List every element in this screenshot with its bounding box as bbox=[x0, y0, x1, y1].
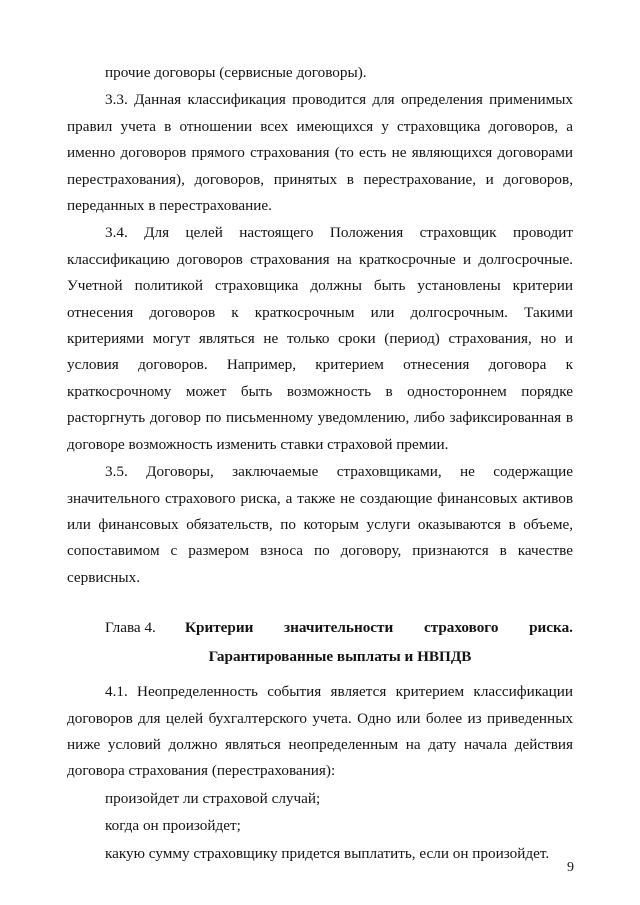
chapter-number: Глава 4. bbox=[105, 619, 156, 637]
paragraph-4-1: 4.1. Неопределенность события является критерием классификации договоров для целей бухгалтерского учета. Одно или более из приведенных ниже условий должно являться неопределенным на дату начала действия договора страхования (перестрахования): bbox=[67, 683, 573, 780]
list-item-condition: когда он произойдет; bbox=[105, 817, 241, 835]
chapter-subtitle: Гарантированные выплаты и НВПДВ bbox=[208, 648, 472, 666]
page-number: 9 bbox=[567, 860, 574, 875]
chapter-title-word: значительности bbox=[284, 619, 394, 637]
paragraph-3-4: 3.4. Для целей настоящего Положения страховщик проводит классификацию договоров страхования на краткосрочные и долгосрочные. Учетной политикой страховщика должны быть установлены критерии отнесения договоров к краткосрочным или долгосрочным. Такими критериями могут являться не только сроки (период) страхования, но и условия договоров. Например, критерием отнесения договора к краткосрочному может быть возможность в одностороннем порядке расторгнуть договор по письменному уведомлению, либо зафиксированная в договоре возможность изменить ставки страховой премии. bbox=[67, 224, 573, 453]
chapter-title-row bbox=[67, 613, 573, 642]
list-item-condition: какую сумму страховщику придется выплатить, если он произойдет. bbox=[105, 844, 550, 862]
chapter-title bbox=[185, 613, 573, 642]
paragraph-3-3: 3.3. Данная классификация проводится для определения применимых правил учета в отношении всех имеющихся у страховщика договоров, а именно договоров прямого страхования (то есть не являющихся договорами перестрахования), договоров, принятых в перестрахование, и договоров, переданных в перестрахование. bbox=[67, 91, 573, 215]
chapter-title-word: страхового bbox=[423, 619, 499, 637]
chapter-title-word: Критерии bbox=[185, 619, 254, 637]
paragraph-other-contracts: прочие договоры (сервисные договоры). bbox=[105, 64, 367, 81]
document-body bbox=[67, 60, 573, 867]
chapter-title-word: риска. bbox=[529, 619, 573, 637]
chapter-heading bbox=[67, 613, 573, 671]
list-item-condition: произойдет ли страховой случай; bbox=[105, 789, 321, 807]
paragraph-3-5: 3.5. Договоры, заключаемые страховщиками, не содержащие значительного страхового риска, а также не создающие финансовых активов или финансовых обязательств, по которым услуги оказываются в объеме, сопоставимом с размером взноса по договору, признаются в качестве сервисных. bbox=[67, 463, 573, 586]
